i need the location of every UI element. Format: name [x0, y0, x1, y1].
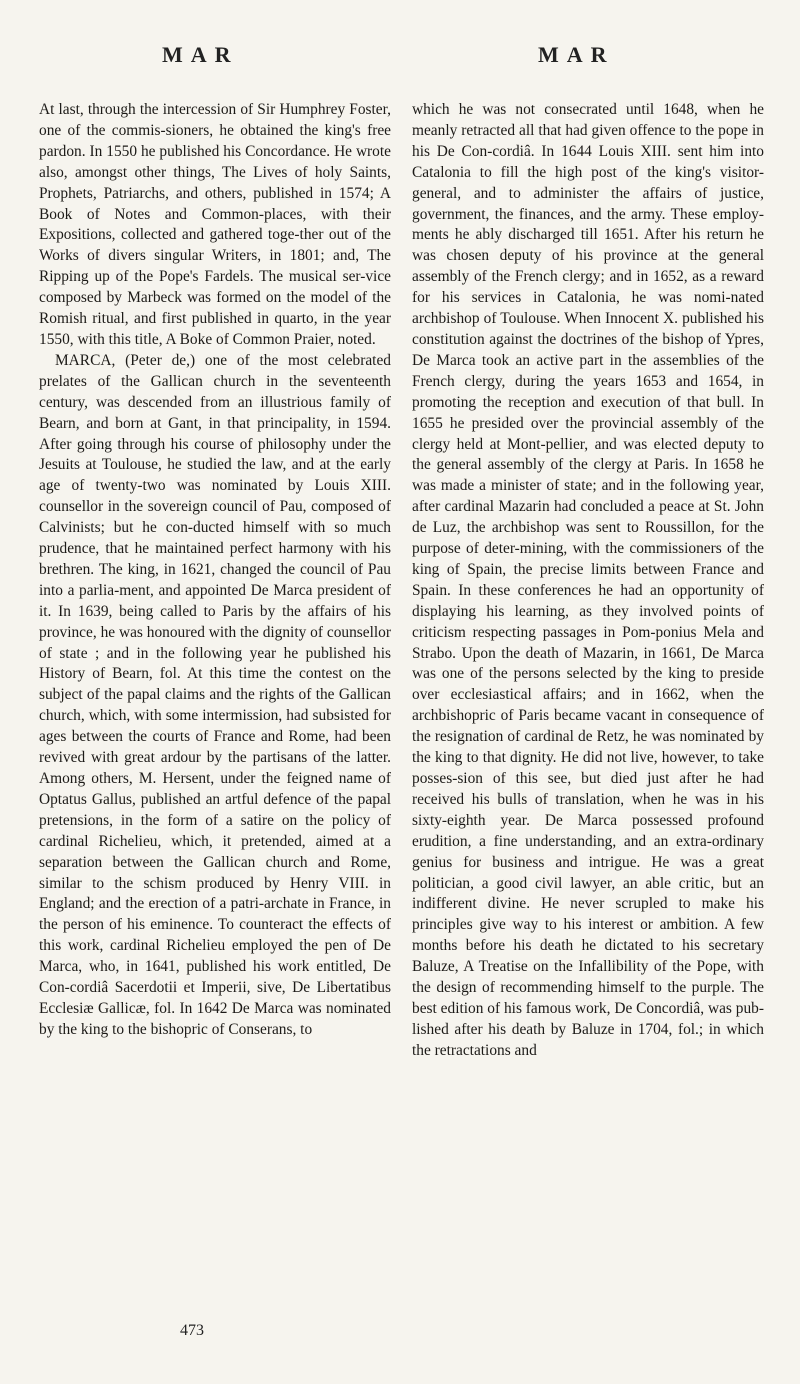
running-head-left: MAR [162, 42, 239, 67]
text-column-right [412, 100, 764, 1062]
text-column-left [39, 100, 391, 1041]
running-head-right: MAR [538, 42, 615, 67]
paragraph-marca-continued: which he was not consecrated until 1648, when he meanly retracted all that had given offence to the pope in his De Con-cordiâ. In 1644 Louis XIII. sent him into Catalonia to fill the high post of the king's visitor-general, and to administer the affairs of justice, government, the finances, and the army. These employ-ments he ably discharged till 1651. After his return he was chosen deputy of his province at the general assembly of the French clergy; and in 1652, as a reward for his services in Catalonia, he was nomi-nated archbishop of Toulouse. When Innocent X. published his constitution against the doctrines of the bishop of Ypres, De Marca took an active part in the assemblies of the French clergy, during the years 1653 and 1654, in promoting the reception and execution of that bull. In 1655 he presided over the provincial assembly of the clergy held at Mont-pellier, and was elected deputy to the general assembly of the clergy at Paris. In 1658 he was made a minister of state; and in the following year, after cardinal Mazarin had concluded a peace at St. John de Luz, the archbishop was sent to Roussillon, for the purpose of deter-mining, with the commissioners of the king of Spain, the precise limits between France and Spain. In these conferences he had an opportunity of displaying his learning, as they involved points of criticism respecting passages in Pom-ponius Mela and Strabo. Upon the death of Mazarin, in 1661, De Marca was one of the persons selected by the king to preside over ecclesiastical affairs; and in 1662, when the archbishopric of Paris became vacant in consequence of the resignation of cardinal de Retz, he was nominated by the king to that dignity. He did not live, however, to take posses-sion of this see, but died just after he had received his bulls of translation, when he was in his sixty-eighth year. De Marca possessed profound erudition, a fine understanding, and an extra-ordinary genius for business and intrigue. He was a great politician, a good civil lawyer, an able critic, but an indifferent divine. He never scrupled to make his principles give way to his interest or ambition. A few months before his death he dictated to his secretary Baluze, A Treatise on the Infallibility of the Pope, with the design of recommending himself to the purple. The best edition of his famous work, De Concordiâ, was pub-lished after his death by Baluze in 1704, fol.; in which the retractations and [412, 101, 764, 1059]
paragraph-marbeck-ending: At last, through the intercession of Sir Humphrey Foster, one of the commis-sioners, he obtained the king's free pardon. In 1550 he published his Concordance. He wrote also, amongst other things, The Lives of holy Saints, Prophets, Patriarchs, and others, published in 1574; A Book of Notes and Common-places, with their Expositions, collected and gathered toge-ther out of the Works of divers singular Writers, in 1801; and, The Ripping up of the Pope's Fardels. The musical ser-vice composed by Marbeck was formed on the model of the Romish ritual, and first published in quarto, in the year 1550, with this title, A Boke of Common Praier, noted. [39, 101, 391, 348]
paragraph-marca-entry: MARCA, (Peter de,) one of the most celebrated prelates of the Gallican church in the seventeenth century, was descended from an illustrious family of Bearn, and born at Gant, in that principality, in 1594. After going through his course of philosophy under the Jesuits at Toulouse, he studied the law, and at the early age of twenty-two was nominated by Louis XIII. counsellor in the sovereign council of Pau, composed of Calvinists; but he con-ducted himself with so much prudence, that he maintained perfect harmony with his brethren. The king, in 1621, changed the council of Pau into a parlia-ment, and appointed De Marca president of it. In 1639, being called to Paris by the affairs of his province, he was honoured with the dignity of counsellor of state ; and in the following year he published his History of Bearn, fol. At this time the contest on the subject of the papal claims and the rights of the Gallican church, which, with some intermission, had subsisted for ages between the courts of France and Rome, had been revived with great ardour by the partisans of the latter. Among others, M. Hersent, under the feigned name of Optatus Gallus, published an artful defence of the papal pretensions, in the form of a satire on the policy of cardinal Richelieu, which, it pretended, aimed at a separation between the Gallican church and Rome, similar to the schism produced by Henry VIII. in England; and the erection of a patri-archate in France, in the person of his eminence. To counteract the effects of this work, cardinal Richelieu employed the pen of De Marca, who, in 1641, published his work entitled, De Con-cordiâ Sacerdotii et Imperii, sive, De Libertatibus Ecclesiæ Gallicæ, fol. In 1642 De Marca was nominated by the king to the bishopric of Conserans, to [39, 351, 391, 1038]
page-number: 473 [180, 1322, 204, 1339]
